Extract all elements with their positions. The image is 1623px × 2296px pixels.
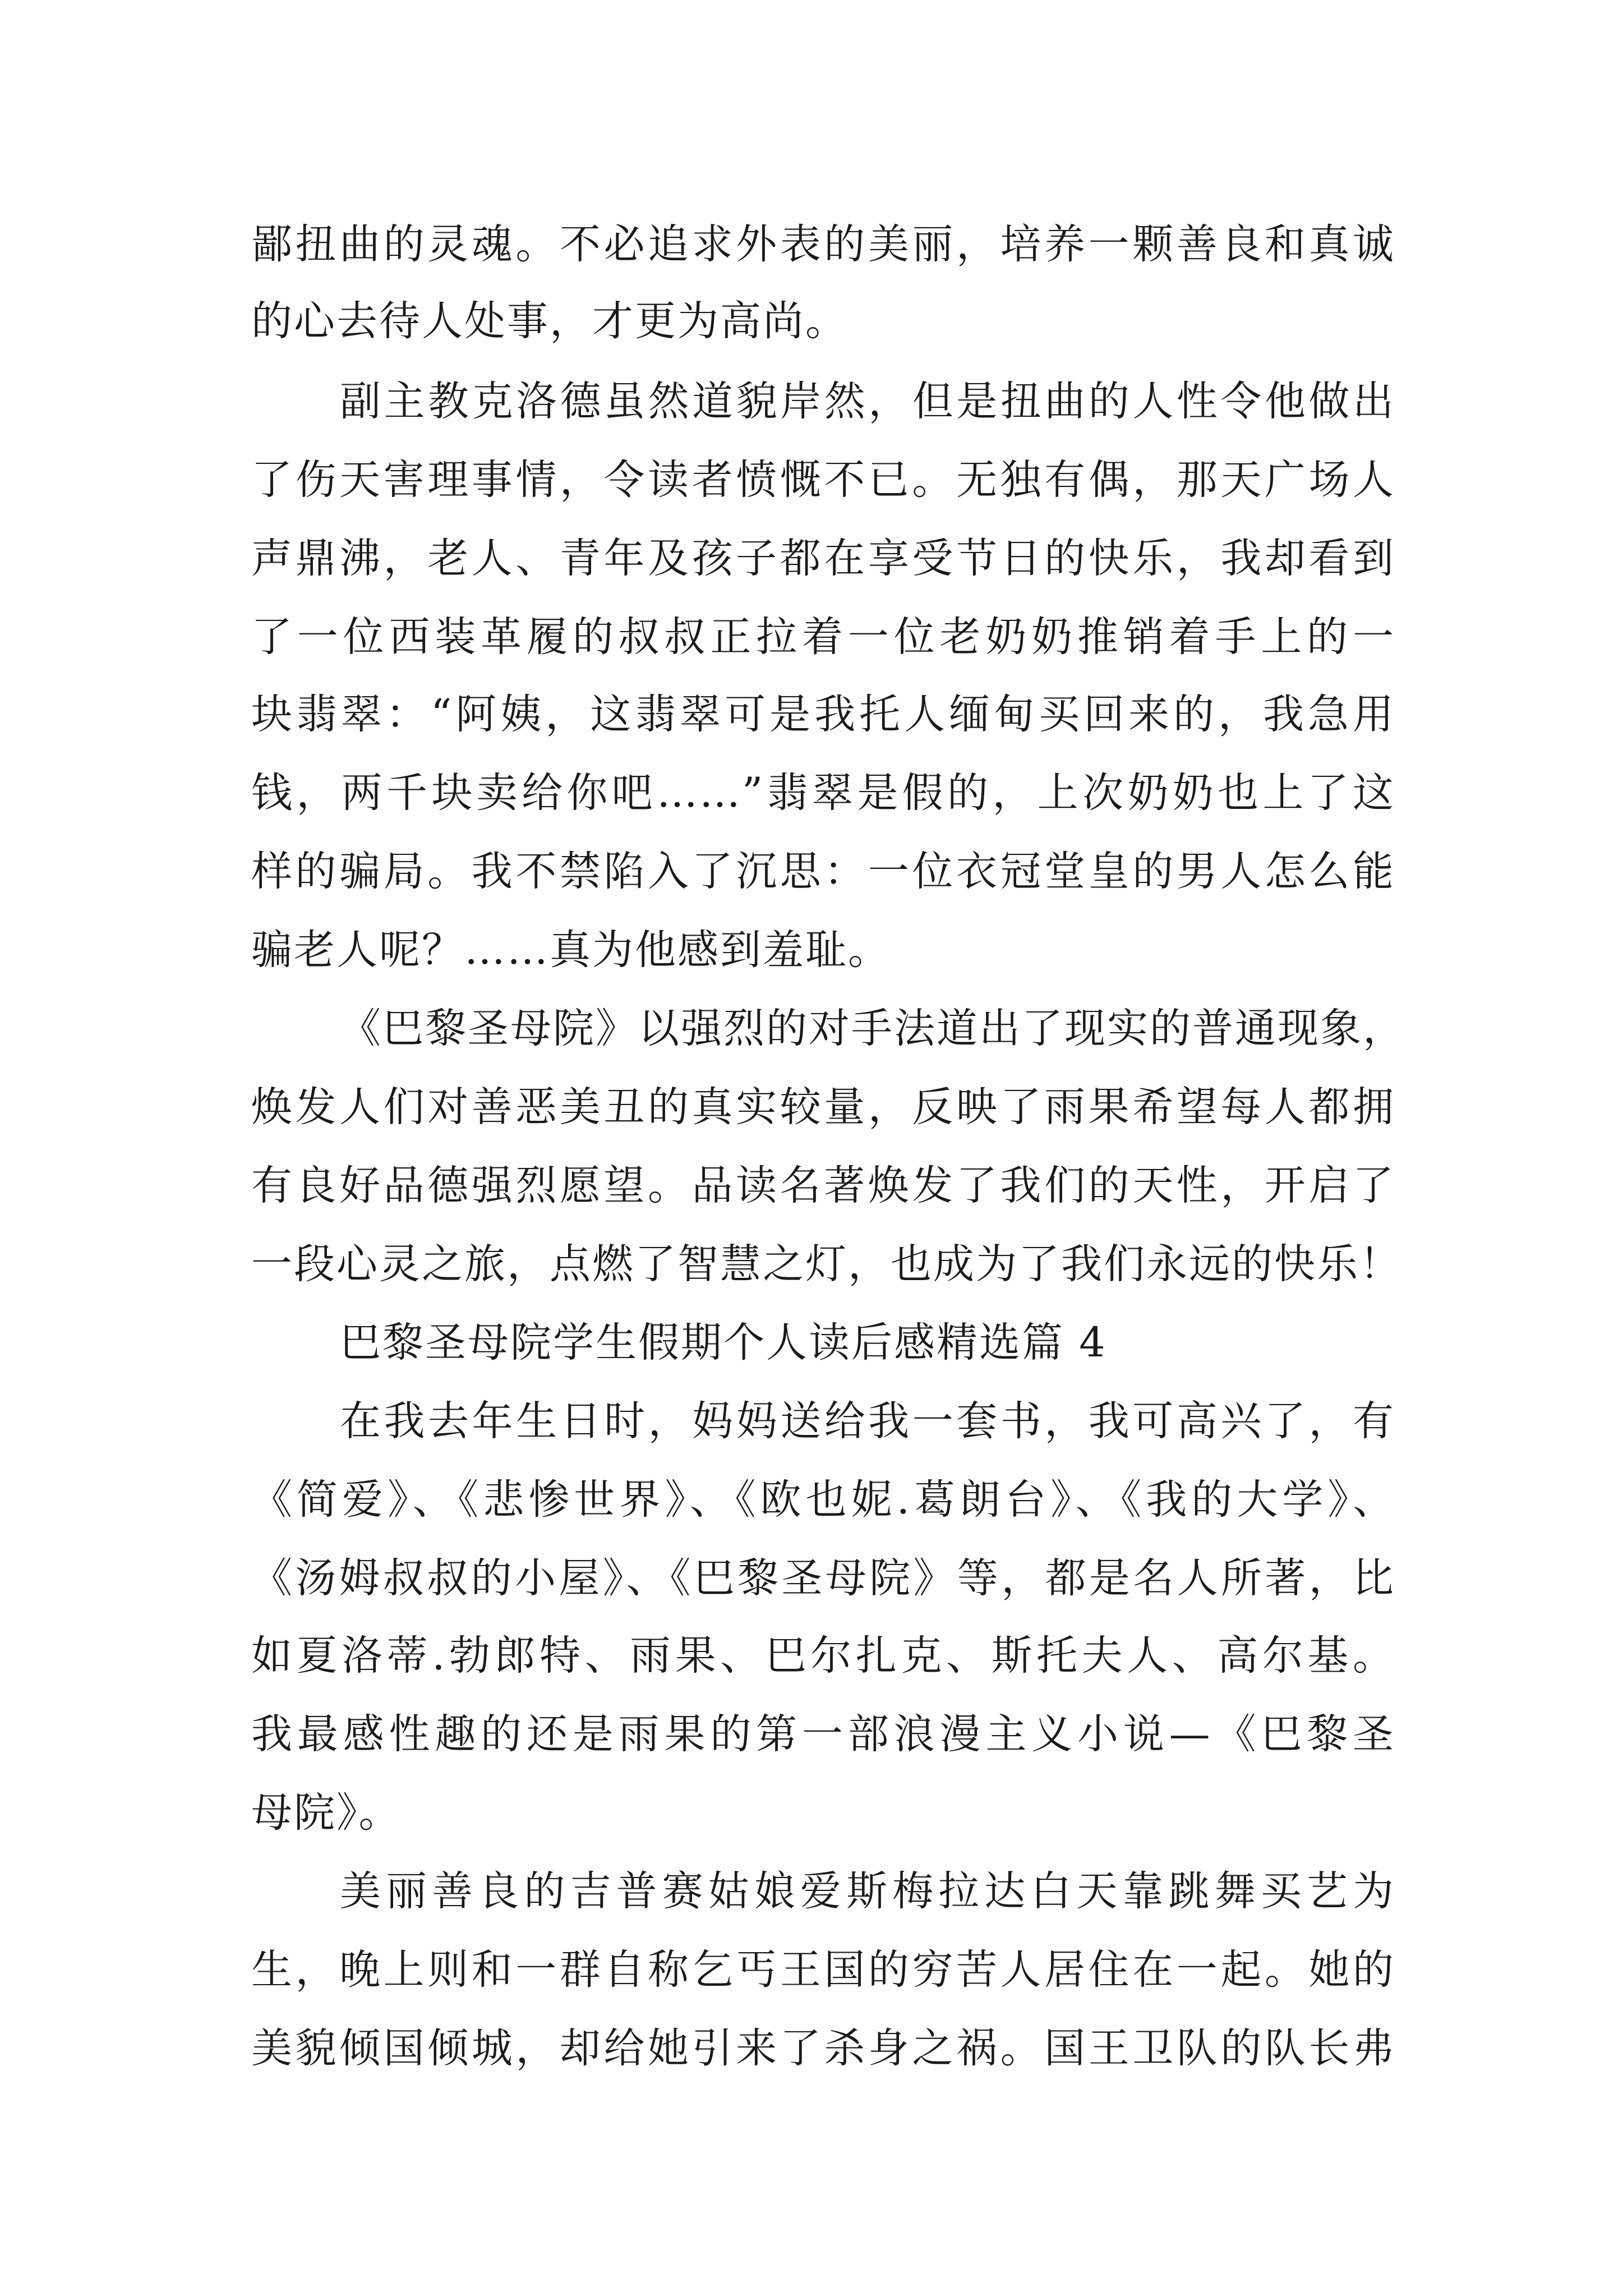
text-line: 美貌倾国倾城，却给她引来了杀身之祸。国王卫队的队长弗 xyxy=(251,2024,1395,2072)
text-line: 生，晚上则和一群自称乞丐王国的穷苦人居住在一起。她的 xyxy=(251,1946,1395,1994)
text-line: 在我去年生日时，妈妈送给我一套书，我可高兴了，有 xyxy=(340,1397,1395,1445)
text-line: 美丽善良的吉普赛姑娘爱斯梅拉达白天靠跳舞买艺为 xyxy=(340,1867,1395,1915)
text-line: 了一位西装革履的叔叔正拉着一位老奶奶推销着手上的一 xyxy=(251,613,1395,661)
text-line: 块翡翠：“阿姨，这翡翠可是我托人缅甸买回来的，我急用 xyxy=(251,691,1395,738)
text-line: 副主教克洛德虽然道貌岸然，但是扭曲的人性令他做出 xyxy=(340,378,1395,425)
text-line: 鄙扭曲的灵魂。不必追求外表的美丽，培养一颗善良和真诚 xyxy=(251,220,1395,268)
text-line: 我最感性趣的还是雨果的第一部浪漫主义小说—《巴黎圣 xyxy=(251,1710,1395,1758)
text-line: 声鼎沸，老人、青年及孩子都在享受节日的快乐，我却看到 xyxy=(251,535,1395,582)
text-line: 母院》。 xyxy=(251,1789,402,1837)
text-line: 钱，两千块卖给你吧……”翡翠是假的，上次奶奶也上了这 xyxy=(251,769,1395,817)
text-line: 如夏洛蒂.勃郎特、雨果、巴尔扎克、斯托夫人、高尔基。 xyxy=(251,1632,1395,1680)
text-line: 有良好品德强烈愿望。品读名著焕发了我们的天性，开启了 xyxy=(251,1162,1395,1209)
text-line: 一段心灵之旅，点燃了智慧之灯，也成为了我们永远的快乐！ xyxy=(251,1240,1402,1288)
text-line: 焕发人们对善恶美丑的真实较量，反映了雨果希望每人都拥 xyxy=(251,1083,1395,1131)
section-heading: 巴黎圣母院学生假期个人读后感精选篇 4 xyxy=(340,1319,1107,1366)
text-line: 《简爱》、《悲惨世界》、《欧也妮.葛朗台》、《我的大学》、 xyxy=(251,1476,1395,1524)
text-line: 《巴黎圣母院》以强烈的对手法道出了现实的普通现象， xyxy=(340,1005,1405,1052)
text-line: 了伤天害理事情，令读者愤慨不已。无独有偶，那天广场人 xyxy=(251,456,1395,504)
text-line: 骗老人呢？……真为他感到羞耻。 xyxy=(251,926,891,974)
text-line: 样的骗局。我不禁陷入了沉思：一位衣冠堂皇的男人怎么能 xyxy=(251,848,1395,895)
text-line: 《汤姆叔叔的小屋》、《巴黎圣母院》等，都是名人所著，比 xyxy=(251,1554,1395,1602)
text-line: 的心去待人处事，才更为高尚。 xyxy=(251,297,848,345)
